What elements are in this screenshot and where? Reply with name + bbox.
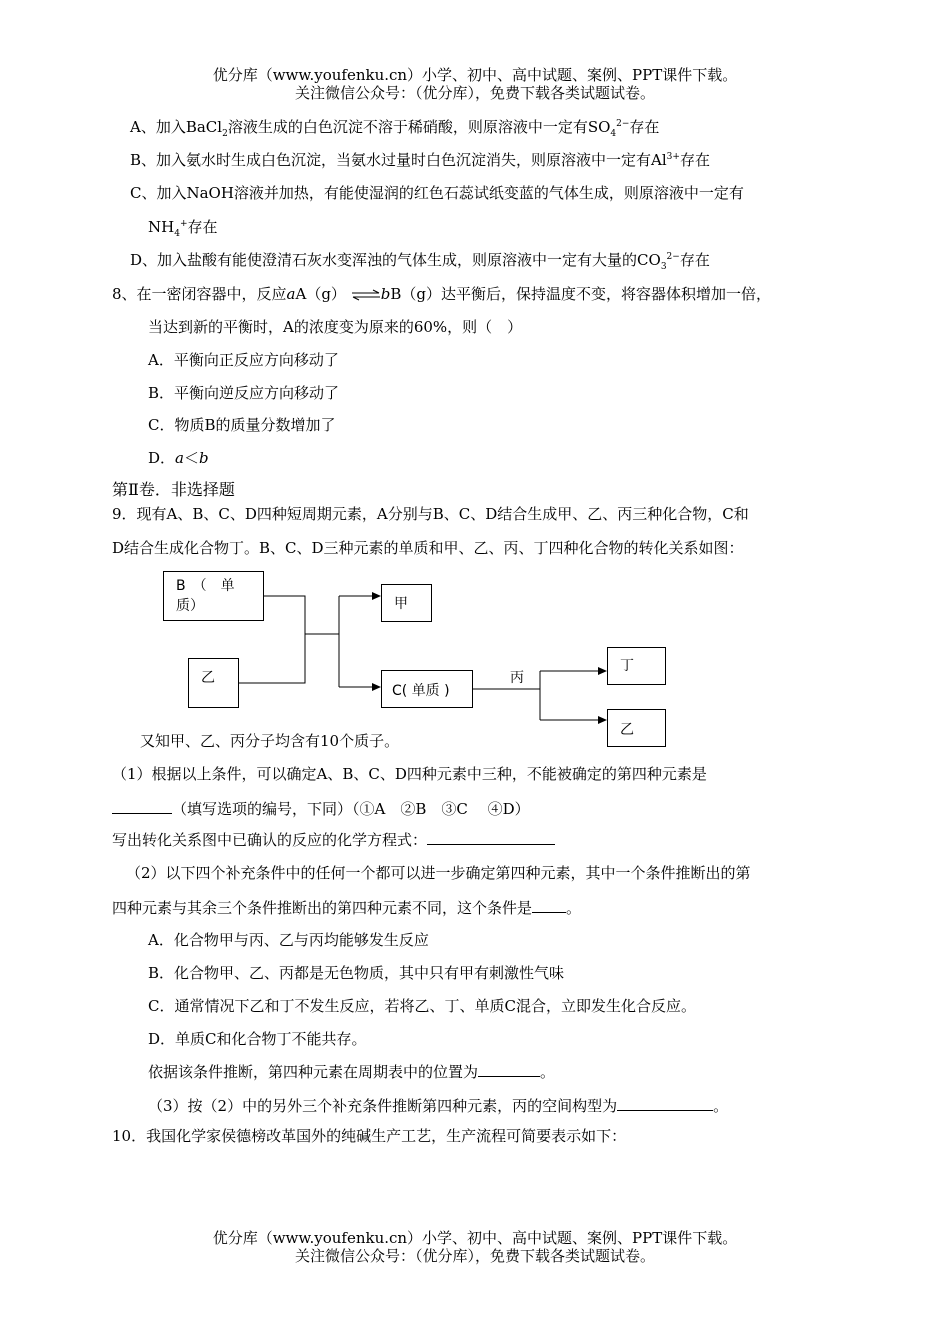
footer-line-2: 关注微信公众号：（优分库），免费下载各类试题试卷。	[294, 1247, 655, 1265]
q9-part2-basis: 依据该条件推断，第四种元素在周期表中的位置为 。	[148, 1063, 556, 1081]
section-2-title: 第Ⅱ卷．非选择题	[112, 480, 235, 499]
box-yi-compound: 乙	[188, 658, 239, 708]
q7-option-b: B、加入氨水时生成白色沉淀，当氨水过量时白色沉淀消失，则原溶液中一定有$Al^{3+}$存在	[130, 151, 710, 169]
q9-part1-line3: 写出转化关系图中已确认的反应的化学方程式：	[112, 830, 555, 849]
answer-blank-1[interactable]	[112, 799, 172, 814]
answer-blank-position[interactable]	[478, 1062, 540, 1077]
q9-part2-option-b: B．化合物甲、乙、丙都是无色物质，其中只有甲有刺激性气味	[148, 964, 565, 982]
q9-part2-line1: （2）以下四个补充条件中的任何一个都可以进一步确定第四种元素，其中一个条件推断出的第	[126, 864, 751, 882]
q9-part2-option-a: A．化合物甲与丙、乙与丙均能够发生反应	[148, 931, 429, 949]
q10-stem: 10．我国化学家侯德榜改革国外的纯碱生产工艺，生产流程可简要表示如下：	[112, 1127, 627, 1145]
q8-option-a: A．平衡向正反应方向移动了	[148, 351, 339, 369]
q9-part1-line2: （填写选项的编号，下同）（①A ②B ③C ④D）	[112, 799, 530, 818]
q8-option-b: B．平衡向逆反应方向移动了	[148, 384, 340, 402]
answer-blank-condition[interactable]	[532, 898, 566, 913]
box-jia-compound: 甲	[381, 584, 432, 622]
q7-option-d: D、加入盐酸有能使澄清石灰水变浑浊的气体生成，则原溶液中一定有大量的$CO_3^{2-}$存在	[130, 251, 710, 272]
q7-option-c-line2: $NH_4^+$存在	[148, 218, 218, 239]
box-yi2-compound: 乙	[607, 709, 666, 747]
q8-stem-line1: 8、在一密闭容器中，反应aA（g） bB（g）达平衡后，保持温度不变，将容器体积增加一倍，	[112, 285, 771, 303]
q7-option-c-line1: C、加入NaOH溶液并加热，有能使湿润的红色石蕊试纸变蓝的气体生成，则原溶液中一定有	[130, 184, 744, 202]
answer-blank-geometry[interactable]	[617, 1096, 713, 1111]
box-c-element: C( 单质 )	[381, 670, 473, 708]
q9-part1-line1: （1）根据以上条件，可以确定A、B、C、D四种元素中三种，不能被确定的第四种元素是	[112, 765, 707, 783]
box-b-text-2: 质）	[176, 598, 204, 614]
box-b-text-1: B （ 单	[176, 578, 235, 594]
q9-stem-line1: 9．现有A、B、C、D四种短周期元素，A分别与B、C、D结合生成甲、乙、丙三种化合物，C和	[112, 505, 749, 523]
footer-line-1: 优分库（www.youfenku.cn）小学、初中、高中试题、案例、PPT课件下载。	[212, 1229, 738, 1247]
label-bing: 丙	[510, 670, 524, 686]
q9-stem-line2: D结合生成化合物丁。B、C、D三种元素的单质和甲、乙、丙、丁四种化合物的转化关系如图：	[112, 539, 744, 557]
q9-note: 又知甲、乙、丙分子均含有10个质子。	[140, 732, 400, 750]
header-line-1: 优分库（www.youfenku.cn）小学、初中、高中试题、案例、PPT课件下载。	[212, 66, 738, 84]
box-b-element	[163, 571, 264, 621]
q9-part3: （3）按（2）中的另外三个补充条件推断第四种元素，丙的空间构型为 。	[148, 1097, 729, 1115]
q8-option-c: C．物质B的质量分数增加了	[148, 416, 336, 434]
q8-option-d: D．a＜b	[148, 449, 209, 467]
q9-part2-option-c: C．通常情况下乙和丁不发生反应，若将乙、丁、单质C混合，立即发生化合反应。	[148, 997, 696, 1015]
q9-part2-line2: 四种元素与其余三个条件推断出的第四种元素不同，这个条件是 。	[112, 899, 582, 917]
q8-stem-line2: 当达到新的平衡时，A的浓度变为原来的60%，则（ ）	[148, 318, 523, 336]
box-ding-compound: 丁	[607, 647, 666, 685]
header-line-2: 关注微信公众号：（优分库），免费下载各类试题试卷。	[294, 84, 655, 102]
answer-blank-equation[interactable]	[427, 830, 555, 845]
q9-part2-option-d: D．单质C和化合物丁不能共存。	[148, 1030, 367, 1048]
q7-option-a: A、加入BaCl$_2$溶液生成的白色沉淀不溶于稀硝酸，则原溶液中一定有$SO_4^{2-}$存在	[130, 118, 660, 139]
